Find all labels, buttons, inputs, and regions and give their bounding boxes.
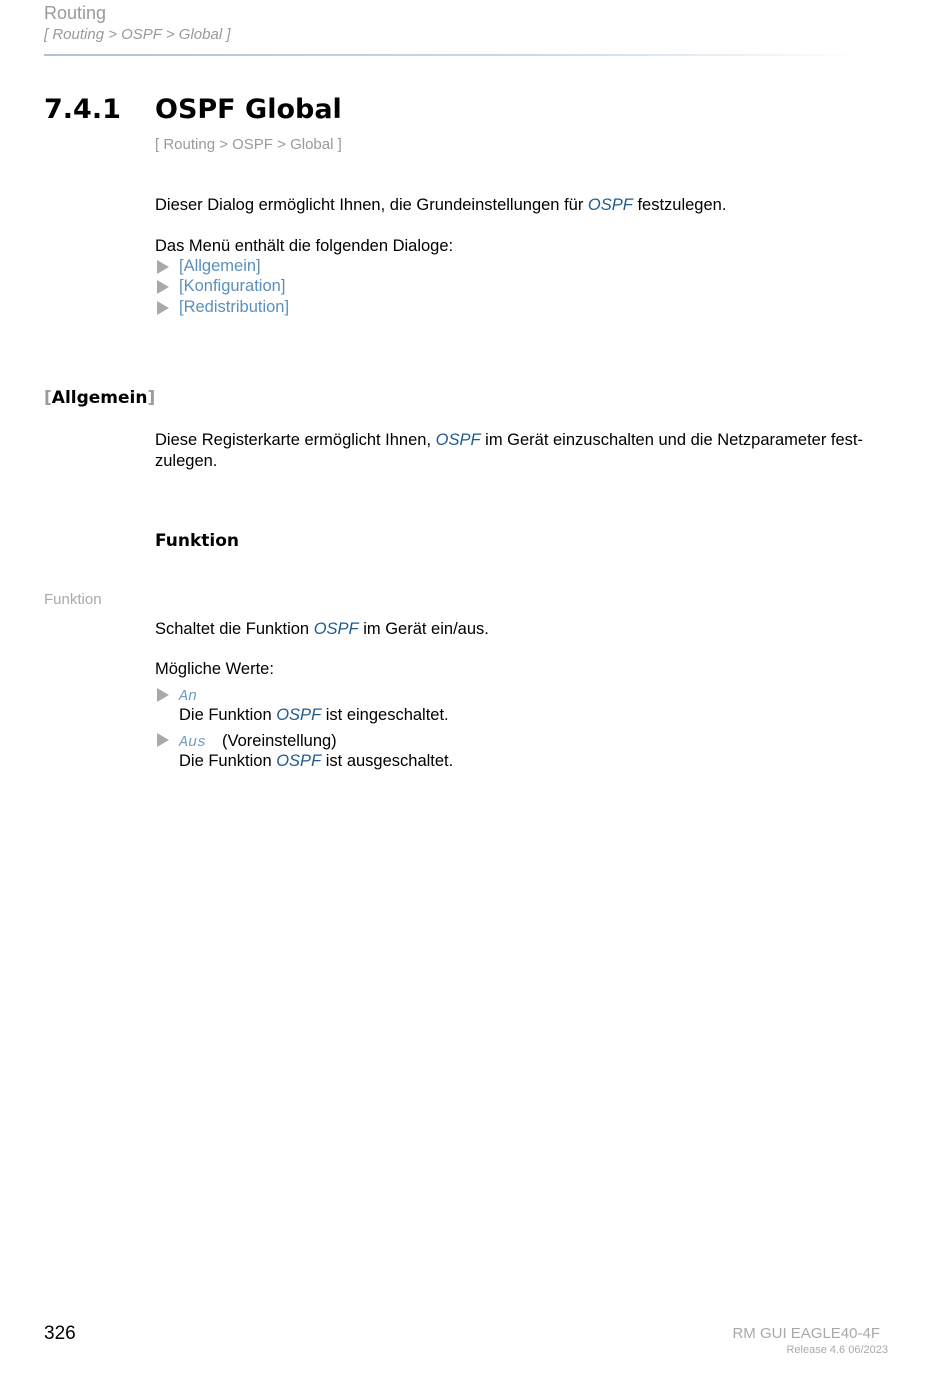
menu-item-konfiguration[interactable] (157, 276, 285, 297)
menu-lead: Das Menü enthält die folgenden Dialoge: (155, 237, 454, 255)
tab-bracket-close: ] (147, 388, 156, 408)
bullet-triangle-icon (157, 688, 169, 702)
value-desc-text-end: ist ausgeschaltet. (321, 752, 454, 770)
value-code-an: An (179, 688, 198, 705)
menu-item-redistribution[interactable] (157, 297, 289, 318)
parameter-side-label: Funktion (44, 591, 102, 608)
funktion-description (155, 619, 489, 640)
value-an-description (179, 705, 449, 726)
footer-release: Release 4.6 06/2023 (786, 1344, 888, 1356)
tab-description-line1 (155, 430, 895, 451)
tab-heading-name: Allgemein (51, 388, 148, 408)
funktion-heading: Funktion (155, 531, 240, 551)
ospf-term: OSPF (435, 431, 481, 449)
section-title: OSPF Global (155, 94, 342, 125)
bullet-triangle-icon (157, 260, 169, 274)
value-desc-text: Die Funktion (179, 752, 277, 770)
menu-link-konfiguration[interactable]: [Konfiguration] (179, 277, 286, 295)
value-desc-text: Die Funktion (179, 706, 277, 724)
section-number: 7.4.1 (44, 94, 121, 125)
page-number: 326 (44, 1323, 76, 1344)
value-code-aus: Aus (179, 734, 207, 751)
footer-doc-title: RM GUI EAGLE40-4F (732, 1325, 880, 1342)
ospf-term: OSPF (313, 620, 359, 638)
tab-desc-text: Diese Registerkarte ermöglicht Ihnen, (155, 431, 436, 449)
intro-text: Dieser Dialog ermöglicht Ihnen, die Grundeinstellungen für (155, 196, 588, 214)
tab-description-line2: zulegen. (155, 452, 218, 470)
value-an (179, 685, 197, 707)
funktion-desc-text: Schaltet die Funktion (155, 620, 314, 638)
intro-text-end: festzulegen. (632, 196, 727, 214)
intro-paragraph (155, 195, 726, 216)
ospf-term: OSPF (276, 706, 322, 724)
menu-item-allgemein[interactable] (157, 256, 261, 277)
bullet-triangle-icon (157, 733, 169, 747)
ospf-term: OSPF (587, 196, 633, 214)
tab-description (155, 430, 895, 472)
values-lead: Mögliche Werte: (155, 660, 274, 678)
menu-link-redistribution[interactable]: [Redistribution] (179, 298, 290, 316)
running-header-title: Routing (44, 3, 107, 23)
header-divider (44, 54, 864, 56)
value-aus-description (179, 751, 453, 772)
tab-bracket-open: [ (44, 388, 52, 408)
running-header-path: [ Routing > OSPF > Global ] (44, 26, 231, 43)
value-desc-text-end: ist eingeschaltet. (321, 706, 449, 724)
tab-desc-text-end: im Gerät einzuschalten und die Netzparameter fest- (480, 431, 864, 449)
menu-link-allgemein[interactable]: [Allgemein] (179, 257, 261, 275)
ospf-term: OSPF (276, 752, 322, 770)
bullet-triangle-icon (157, 280, 169, 294)
funktion-desc-text-end: im Gerät ein/aus. (358, 620, 489, 638)
bullet-triangle-icon (157, 301, 169, 315)
value-aus (179, 731, 337, 753)
section-path: [ Routing > OSPF > Global ] (155, 136, 342, 153)
tab-heading (44, 388, 155, 408)
value-default-note: (Voreinstellung) (222, 732, 337, 750)
